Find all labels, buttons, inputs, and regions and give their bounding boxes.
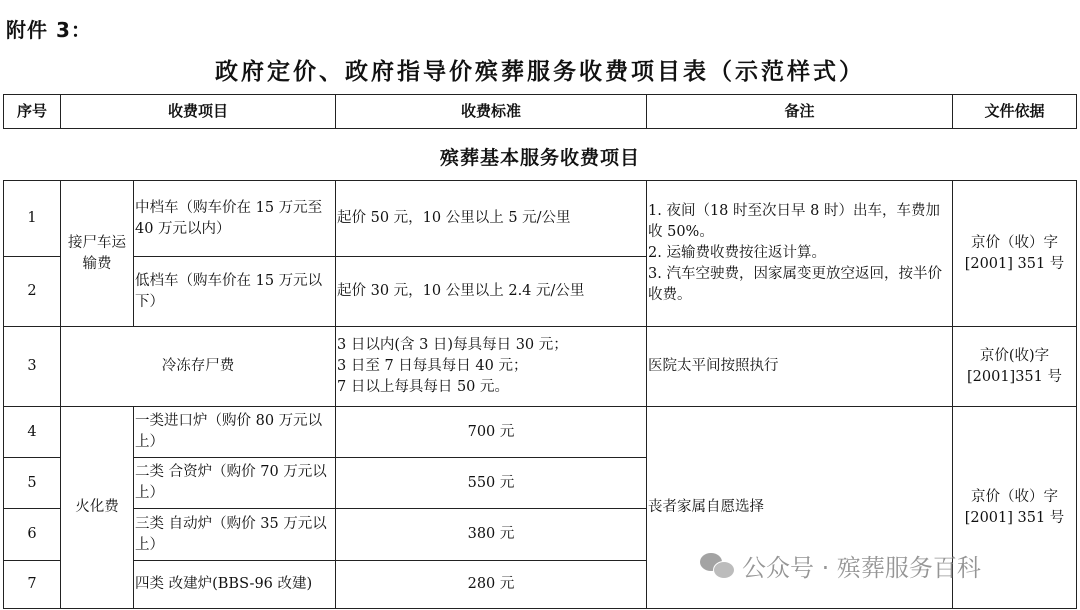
row-item: 冷冻存尸费 [61, 327, 336, 407]
cremation-basis: 京价（收）字[2001] 351 号 [953, 407, 1077, 609]
document-title: 政府定价、政府指导价殡葬服务收费项目表（示范样式） [215, 59, 865, 85]
row-standard: 700 元 [336, 407, 647, 458]
table-row [4, 327, 1077, 407]
watermark [700, 548, 981, 583]
row-no: 6 [4, 509, 61, 561]
header-note: 备注 [647, 95, 953, 129]
row-standard: 380 元 [336, 509, 647, 561]
fee-table [3, 180, 1077, 609]
row-no: 3 [4, 327, 61, 407]
row-note: 医院太平间按照执行 [647, 327, 953, 407]
row-standard: 起价 50 元，10 公里以上 5 元/公里 [336, 181, 647, 257]
row-standard: 起价 30 元，10 公里以上 2.4 元/公里 [336, 257, 647, 327]
row-item: 中档车（购车价在 15 万元至 40 万元以内） [134, 181, 336, 257]
table-row [4, 407, 1077, 458]
wechat-icon [700, 553, 734, 579]
category-transport: 接尸车运输费 [61, 181, 134, 327]
header-basis: 文件依据 [953, 95, 1077, 129]
table-row [4, 181, 1077, 257]
row-item: 一类进口炉（购价 80 万元以上） [134, 407, 336, 458]
section-title: 殡葬基本服务收费项目 [439, 147, 640, 169]
row-no: 7 [4, 561, 61, 609]
header-standard: 收费标准 [336, 95, 647, 129]
category-cremation: 火化费 [61, 407, 134, 609]
row-item: 三类 自动炉（购价 35 万元以上） [134, 509, 336, 561]
header-no: 序号 [4, 95, 61, 129]
row-standard: 3 日以内(含 3 日)每具每日 30 元； 3 日至 7 日每具每日 40 元； 7 日以上每具每日 50 元。 [336, 327, 647, 407]
transport-note: 1. 夜间（18 时至次日早 8 时）出车，车费加收 50%。 2. 运输费收费按往返计算。 3. 汽车空驶费，因家属变更放空返回，按半价收费。 [647, 181, 953, 327]
header-item: 收费项目 [61, 95, 336, 129]
row-item: 二类 合资炉（购价 70 万元以上） [134, 458, 336, 509]
attachment-label: 附件 3： [6, 18, 92, 42]
row-item: 低档车（购车价在 15 万元以下） [134, 257, 336, 327]
row-standard: 280 元 [336, 561, 647, 609]
header-table [3, 94, 1077, 129]
row-basis: 京价(收)字[2001]351 号 [953, 327, 1077, 407]
transport-basis: 京价（收）字[2001] 351 号 [953, 181, 1077, 327]
row-no: 2 [4, 257, 61, 327]
row-no: 5 [4, 458, 61, 509]
watermark-text: 公众号 · 殡葬服务百科 [742, 554, 981, 582]
cremation-note: 丧者家属自愿选择 [647, 407, 953, 609]
row-no: 1 [4, 181, 61, 257]
row-item: 四类 改建炉(BBS-96 改建) [134, 561, 336, 609]
row-standard: 550 元 [336, 458, 647, 509]
row-no: 4 [4, 407, 61, 458]
